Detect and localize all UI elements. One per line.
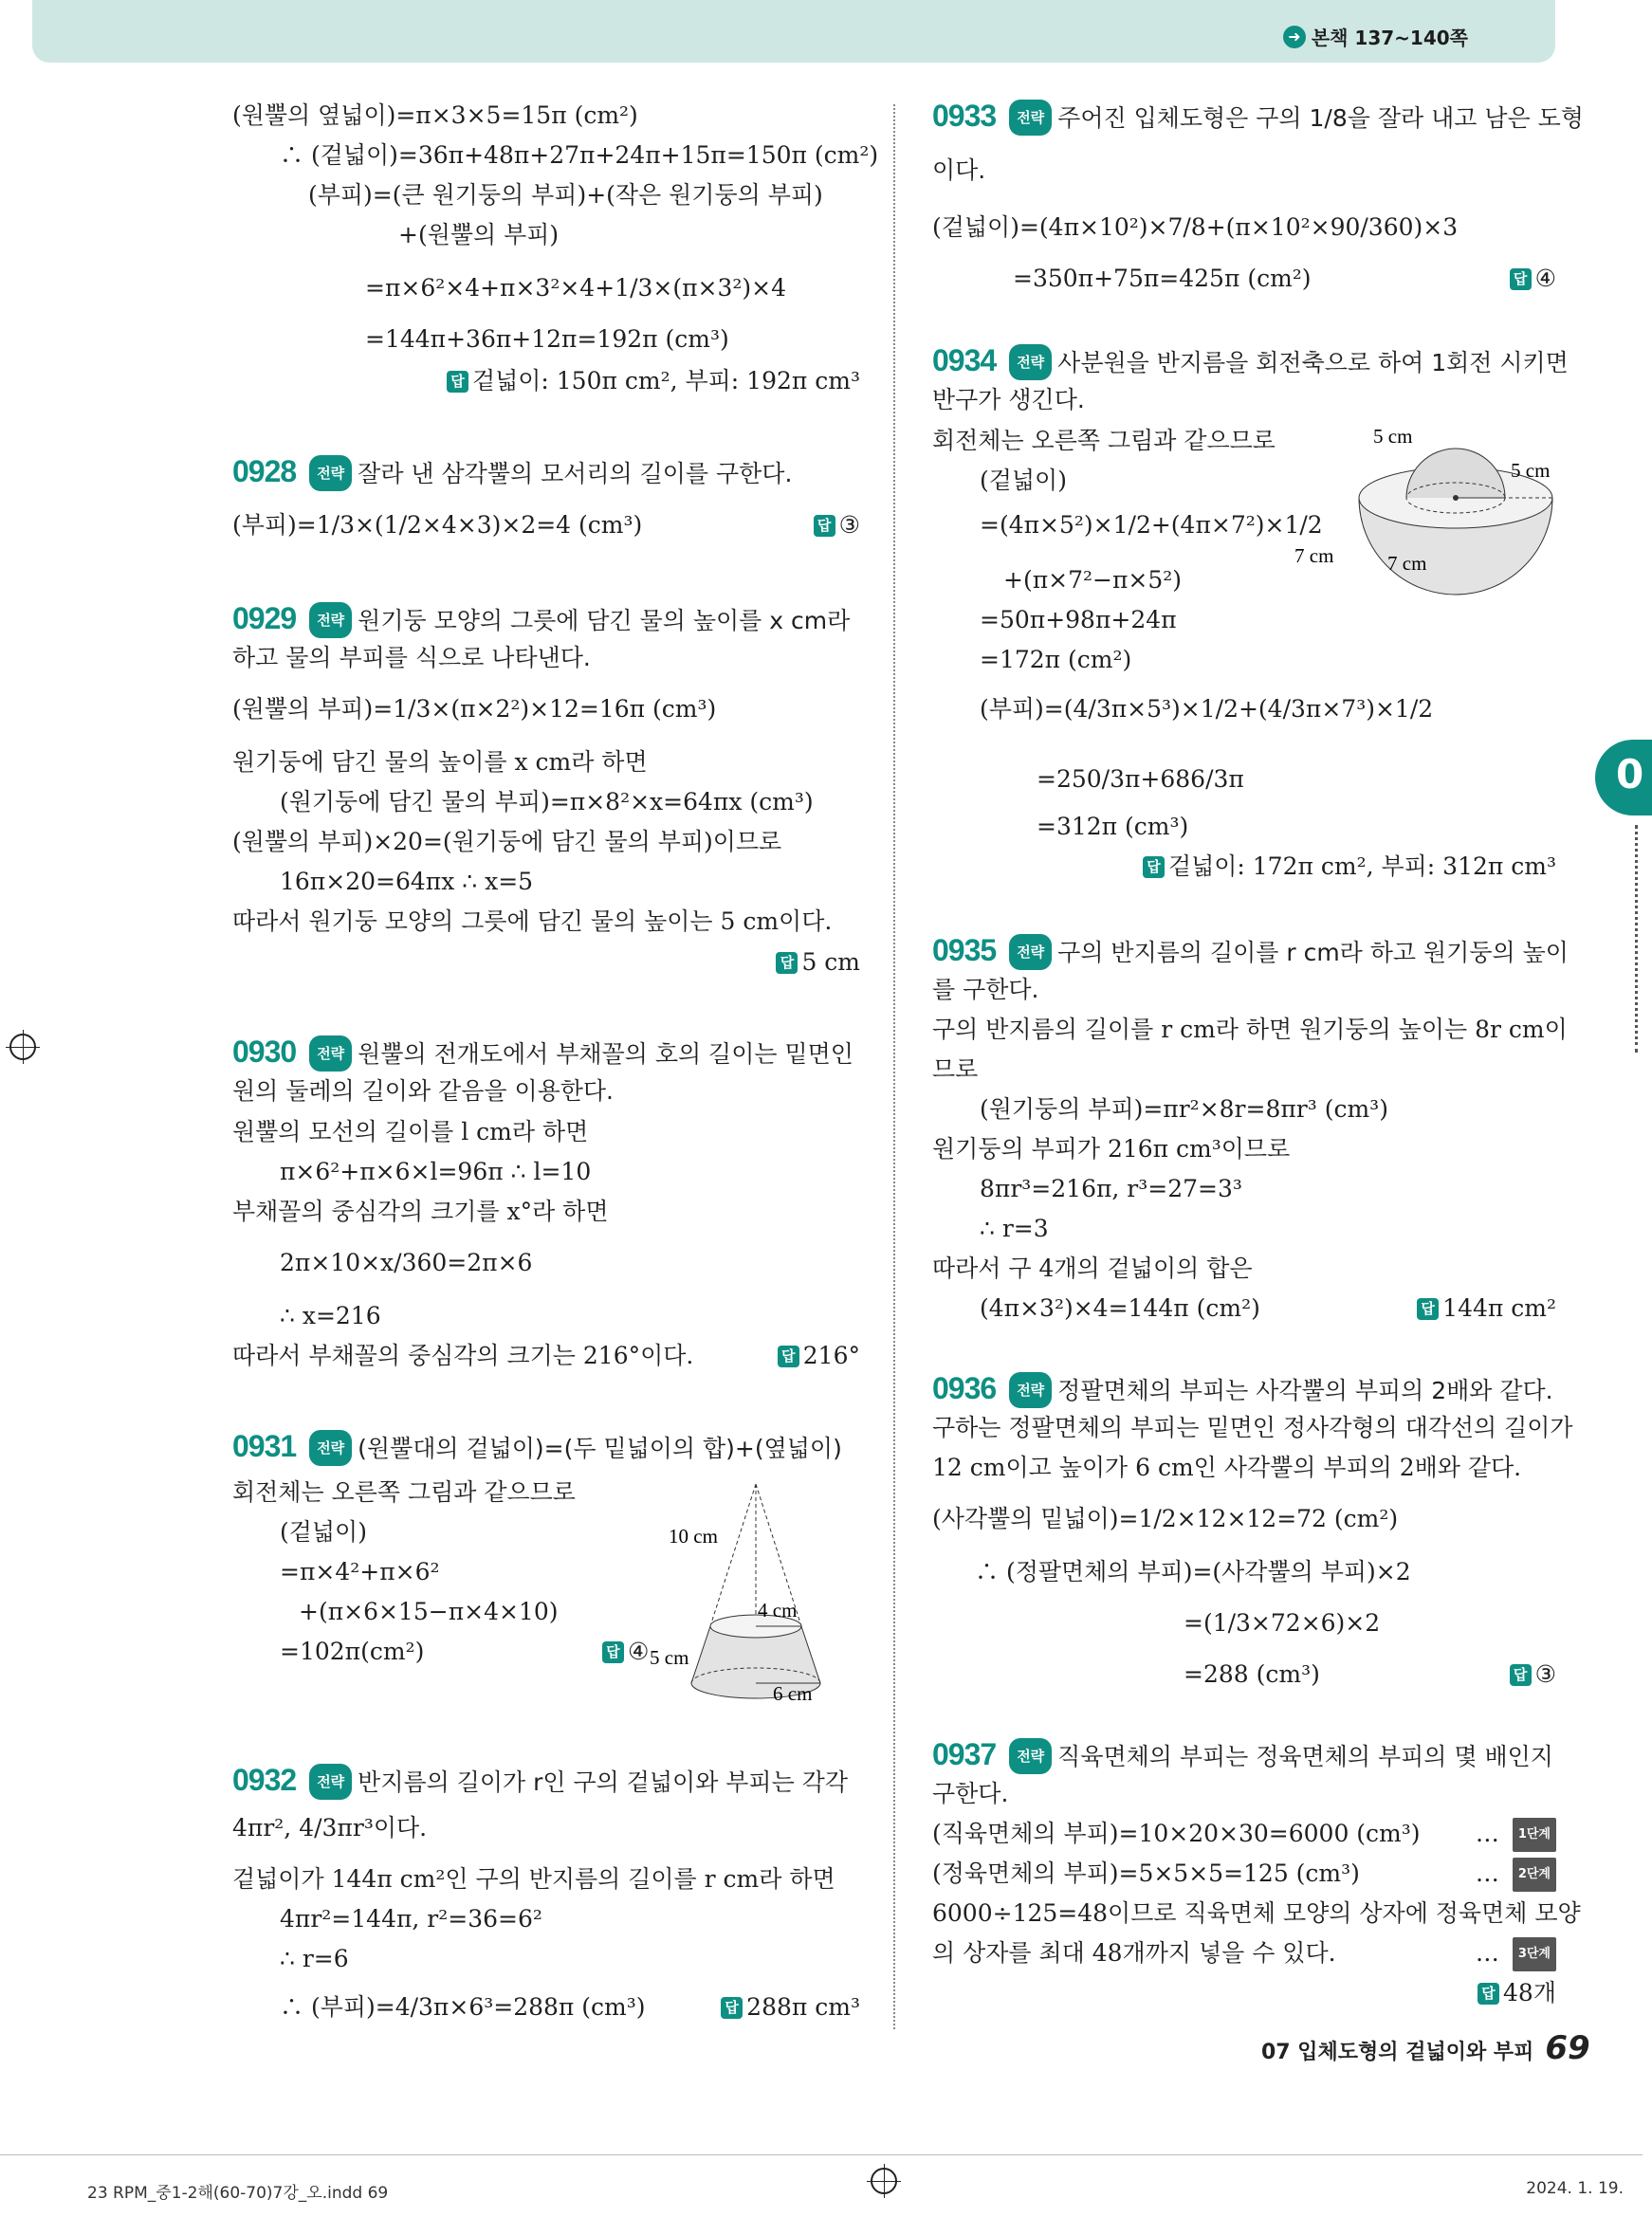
solution-line: (겉넓이) [980, 467, 1067, 494]
solution-line: 부채꼴의 중심각의 크기를 x°라 하면 [232, 1198, 609, 1225]
problem-number: 0931 [232, 1429, 297, 1463]
chapter-side-tab [1595, 740, 1652, 815]
problem-number: 0936 [932, 1371, 997, 1405]
step-badge: 3단계 [1513, 1937, 1556, 1971]
answer-line [1510, 263, 1556, 295]
registration-mark-icon [871, 2168, 897, 2194]
strategy-badge: 전략 [1009, 934, 1052, 970]
answer-badge: 답 [778, 1346, 799, 1367]
answer-text: 겉넓이: 172π cm², 부피: 312π cm³ [1167, 852, 1556, 880]
answer-line [778, 1340, 860, 1372]
answer-badge: 답 [776, 952, 798, 974]
problem-number: 0935 [932, 933, 997, 967]
strategy-text: 이다. [932, 156, 986, 184]
solution-line: ∴ x=216 [280, 1302, 381, 1329]
outer-radius-label: 7 cm [1387, 552, 1427, 575]
answer-text: 5 cm [801, 948, 860, 976]
height-label: 5 cm [650, 1646, 689, 1669]
strategy-text: 사분원을 반지름을 회전축으로 하여 1회전 시키면 [1057, 349, 1569, 376]
solution-line: (원기둥에 담긴 물의 부피)=π×8²×x=64πx (cm³) [280, 788, 814, 815]
solution-line: 회전체는 오른쪽 그림과 같으므로 [232, 1478, 576, 1506]
solution-line: 원기둥에 담긴 물의 높이를 x cm라 하면 [232, 748, 648, 776]
solution-line: +(π×7²−π×5²) [1003, 566, 1183, 594]
top-radius-label: 4 cm [758, 1599, 798, 1622]
solution-line: 6000÷125=48이므로 직육면체 모양의 상자에 정육면체 모양 [932, 1899, 1581, 1927]
problem-0932-header [232, 1764, 848, 1800]
slant-label: 10 cm [669, 1525, 718, 1548]
problem-number: 0932 [232, 1763, 297, 1797]
solution-line: =312π (cm³) [1037, 813, 1189, 840]
problem-0929-header [232, 602, 850, 638]
solution-line: ∴ (정팔면체의 부피)=(사각뿔의 부피)×2 [975, 1558, 1411, 1585]
solution-line: =172π (cm²) [980, 646, 1132, 673]
solution-line: 8πr³=216π, r³=27=3³ [980, 1175, 1242, 1202]
solution-line: (겉넓이)=(4π×10²)×7/8+(π×10²×90/360)×3 [932, 213, 1459, 241]
strategy-text: 4πr², 4/3πr³이다. [232, 1814, 428, 1841]
solution-line: 12 cm이고 높이가 6 cm인 사각뿔의 부피의 2배와 같다. [932, 1454, 1522, 1481]
answer-text: ③ [838, 511, 860, 539]
solution-line: =50π+98π+24π [980, 606, 1177, 633]
strategy-badge: 전략 [1009, 100, 1052, 136]
step-marker: … 1단계 [1476, 1818, 1556, 1852]
solution-line: 4πr²=144π, r²=36=6² [280, 1905, 542, 1933]
answer-badge: 답 [1143, 856, 1165, 878]
solution-line: (겉넓이) [280, 1518, 367, 1546]
solution-line: ∴ (겉넓이)=36π+48π+27π+24π+15π=150π (cm²) [280, 141, 879, 169]
strategy-badge: 전략 [1009, 344, 1052, 380]
problem-number: 0929 [232, 601, 297, 635]
solution-line: =102π(cm²) [280, 1638, 425, 1665]
problem-0928-header [232, 455, 792, 491]
answer-badge: 답 [1510, 1664, 1532, 1686]
answer-text: 겉넓이: 150π cm², 부피: 192π cm³ [471, 367, 860, 394]
solution-line: 구의 반지름의 길이를 r cm라 하면 원기둥의 높이는 8r cm이 [932, 1016, 1568, 1043]
solution-line: 의 상자를 최대 48개까지 넣을 수 있다. [932, 1939, 1336, 1967]
solution-line: (직육면체의 부피)=10×20×30=6000 (cm³) [932, 1820, 1421, 1847]
answer-text: 216° [802, 1342, 860, 1369]
solution-line: (원뿔의 부피)×20=(원기둥에 담긴 물의 부피)이므로 [232, 828, 782, 855]
solution-line: 겉넓이가 144π cm²인 구의 반지름의 길이를 r cm라 하면 [232, 1865, 835, 1893]
answer-line [1510, 1658, 1556, 1691]
answer-line [1417, 1292, 1556, 1325]
problem-0934-header [932, 344, 1569, 380]
answer-line [776, 946, 860, 979]
print-date: 2024. 1. 19. [1526, 2179, 1624, 2198]
answer-line [721, 1991, 860, 2024]
solution-line: (부피)=1/3×(1/2×4×3)×2=4 (cm³) [232, 511, 643, 539]
solution-line: 따라서 구 4개의 겉넓이의 합은 [932, 1255, 1253, 1282]
strategy-text: 원기둥 모양의 그릇에 담긴 물의 높이를 x cm라 [358, 607, 851, 634]
strategy-text: 구의 반지름의 길이를 r cm라 하고 원기둥의 높이 [1057, 939, 1569, 966]
arrow-right-icon: ➜ [1283, 26, 1306, 48]
problem-0933-header [932, 100, 1584, 136]
answer-badge: 답 [602, 1641, 624, 1663]
solution-line: +(원뿔의 부피) [398, 221, 560, 248]
solution-line: =350π+75π=425π (cm²) [1013, 265, 1312, 292]
strategy-text: 반구가 생긴다. [932, 386, 1085, 413]
answer-badge: 답 [1510, 268, 1532, 290]
answer-line [814, 509, 860, 541]
strategy-badge: 전략 [309, 1430, 352, 1466]
answer-text: ③ [1534, 1660, 1556, 1688]
solution-line: (원기둥의 부피)=πr²×8r=8πr³ (cm³) [980, 1095, 1388, 1123]
answer-badge: 답 [1478, 1983, 1499, 2005]
page-number: 69 [1545, 2029, 1590, 2067]
strategy-text: 주어진 입체도형은 구의 1/8을 잘라 내고 남은 도형 [1057, 104, 1584, 132]
registration-mark-icon [9, 1034, 36, 1060]
solution-line: 원뿔의 모선의 길이를 l cm라 하면 [232, 1118, 589, 1145]
solution-line: ∴ r=6 [280, 1945, 349, 1972]
solution-line: (사각뿔의 밑넓이)=1/2×12×12=72 (cm²) [932, 1505, 1399, 1532]
solution-line: 따라서 부채꼴의 중심각의 크기는 216°이다. [232, 1342, 694, 1369]
step-marker: … 2단계 [1476, 1858, 1556, 1892]
answer-text: ④ [628, 1638, 650, 1665]
solution-line: ∴ (부피)=4/3π×6³=288π (cm³) [280, 1993, 646, 2021]
strategy-badge: 전략 [309, 602, 352, 638]
solution-line: π×6²+π×6×l=96π ∴ l=10 [280, 1158, 592, 1185]
solution-line: 원기둥의 부피가 216π cm³이므로 [932, 1135, 1291, 1163]
header-bar [32, 0, 1555, 63]
strategy-badge: 전략 [309, 1035, 352, 1072]
solution-line: (부피)=(4/3π×5³)×1/2+(4/3π×7³)×1/2 [980, 695, 1434, 723]
solution-line: (정육면체의 부피)=5×5×5=125 (cm³) [932, 1860, 1360, 1887]
problem-number: 0937 [932, 1737, 997, 1771]
problem-0935-header [932, 934, 1569, 970]
problem-number: 0928 [232, 454, 297, 488]
solution-line: =250/3π+686/3π [1037, 765, 1244, 793]
strategy-badge: 전략 [1009, 1738, 1052, 1774]
strategy-text: 하고 물의 부피를 식으로 나타낸다. [232, 644, 591, 671]
answer-text: ④ [1534, 265, 1556, 292]
outer-radius-left-label: 7 cm [1294, 544, 1334, 567]
solution-line: =(1/3×72×6)×2 [1184, 1609, 1381, 1637]
page-footer [1261, 2029, 1590, 2067]
print-filename: 23 RPM_중1-2해(60-70)7강_오.indd 69 [87, 2184, 389, 2203]
solution-line: 구하는 정팔면체의 부피는 밑면인 정사각형의 대각선의 길이가 [932, 1414, 1573, 1441]
strategy-text: 반지름의 길이가 r인 구의 겉넓이와 부피는 각각 [358, 1768, 848, 1796]
hemisphere-figure [1294, 422, 1558, 602]
trim-line [0, 2154, 1643, 2155]
strategy-text: 잘라 낸 삼각뿔의 모서리의 길이를 구한다. [358, 460, 793, 487]
solution-line: 16π×20=64πx ∴ x=5 [280, 868, 534, 895]
strategy-text: 원의 둘레의 길이와 같음을 이용한다. [232, 1077, 614, 1105]
strategy-text: 직육면체의 부피는 정육면체의 부피의 몇 배인지 [1057, 1743, 1553, 1770]
step-badge: 2단계 [1513, 1858, 1556, 1892]
answer-line [1143, 851, 1556, 883]
solution-line: +(π×6×15−π×4×10) [299, 1598, 559, 1625]
side-tab-label: 0 [1616, 751, 1644, 797]
strategy-text: 를 구한다. [932, 976, 1039, 1003]
solution-line: (4π×3²)×4=144π (cm²) [980, 1294, 1260, 1322]
solution-line: =π×6²×4+π×3²×4+1/3×(π×3²)×4 [365, 274, 787, 302]
problem-0930-header [232, 1035, 854, 1072]
solution-line: (원뿔의 부피)=1/3×(π×2²)×12=16π (cm³) [232, 695, 717, 723]
problem-number: 0933 [932, 99, 997, 133]
solution-line: =(4π×5²)×1/2+(4π×7²)×1/2 [980, 511, 1323, 539]
problem-0931-header [232, 1430, 842, 1466]
answer-line [602, 1636, 649, 1668]
strategy-badge: 전략 [309, 455, 352, 491]
strategy-badge: 전략 [309, 1764, 352, 1800]
answer-badge: 답 [447, 371, 468, 393]
book-reference [1283, 23, 1468, 50]
strategy-badge: 전략 [1009, 1372, 1052, 1408]
inner-radius-top-label: 5 cm [1373, 425, 1413, 448]
step-marker: … 3단계 [1476, 1937, 1556, 1971]
frustum-figure [650, 1475, 868, 1705]
problem-number: 0934 [932, 343, 997, 377]
solution-line: (부피)=(큰 원기둥의 부피)+(작은 원기둥의 부피) [308, 181, 823, 209]
problem-0937-header [932, 1738, 1553, 1774]
solution-line: 회전체는 오른쪽 그림과 같으므로 [932, 427, 1276, 454]
answer-text: 48개 [1503, 1979, 1556, 2006]
strategy-text: 정팔면체의 부피는 사각뿔의 부피의 2배와 같다. [1057, 1377, 1553, 1404]
side-tab-text [1635, 825, 1643, 1053]
answer-text: 288π cm³ [746, 1993, 860, 2021]
answer-badge: 답 [1417, 1298, 1439, 1320]
solution-line: =π×4²+π×6² [280, 1558, 440, 1585]
solution-line: =288 (cm³) [1184, 1660, 1320, 1688]
problem-number: 0930 [232, 1035, 297, 1069]
strategy-text: 원뿔의 전개도에서 부채꼴의 호의 길이는 밑면인 [358, 1040, 854, 1068]
strategy-text: (원뿔대의 겉넓이)=(두 밑넓이의 합)+(옆넓이) [358, 1435, 842, 1462]
answer-line [1478, 1977, 1556, 2009]
solution-line: (원뿔의 옆넓이)=π×3×5=15π (cm²) [232, 101, 638, 129]
book-reference-text: 본책 137~140쪽 [1311, 27, 1468, 49]
answer-badge: 답 [814, 515, 835, 537]
answer-text: 144π cm² [1442, 1294, 1556, 1322]
answer-line [447, 365, 860, 397]
step-badge: 1단계 [1513, 1818, 1556, 1852]
solution-line: 2π×10×x/360=2π×6 [280, 1249, 533, 1276]
column-divider [893, 104, 895, 2029]
solution-line: =144π+36π+12π=192π (cm³) [365, 325, 729, 353]
solution-line: 따라서 원기둥 모양의 그릇에 담긴 물의 높이는 5 cm이다. [232, 907, 833, 935]
bottom-radius-label: 6 cm [773, 1682, 813, 1705]
strategy-text: 구한다. [932, 1780, 1009, 1807]
answer-badge: 답 [721, 1997, 743, 2019]
inner-radius-side-label: 5 cm [1511, 459, 1551, 482]
solution-line: 므로 [932, 1055, 979, 1083]
problem-0936-header [932, 1372, 1553, 1408]
solution-line: ∴ r=3 [980, 1215, 1049, 1242]
chapter-title: 07 입체도형의 겉넓이와 부피 [1261, 2041, 1534, 2064]
